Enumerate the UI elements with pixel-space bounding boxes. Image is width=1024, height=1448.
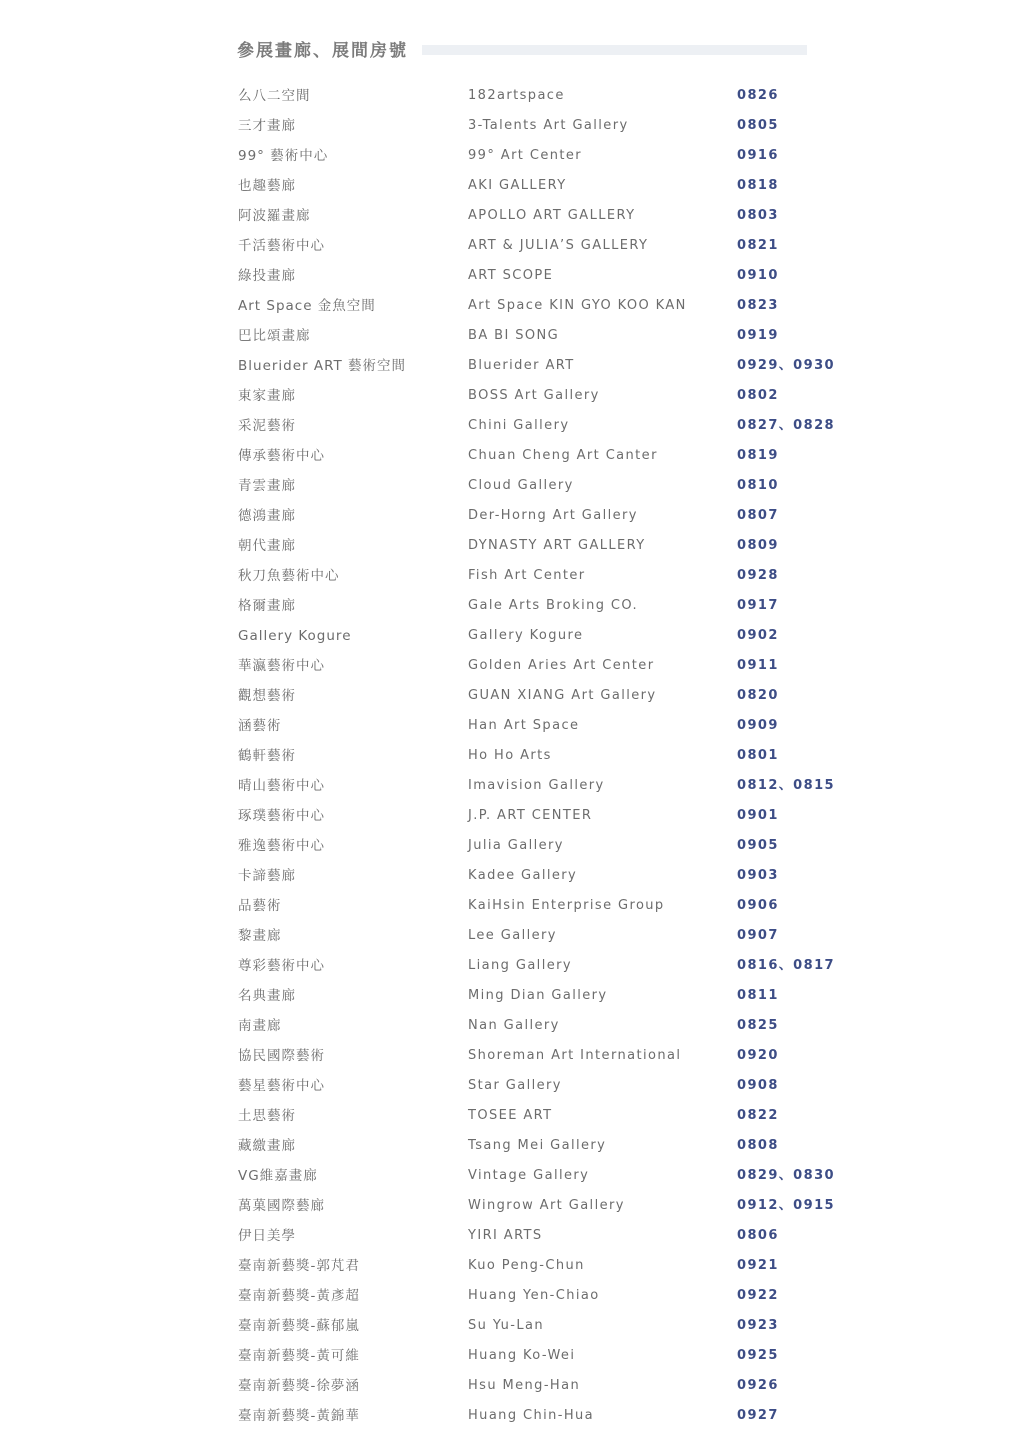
booth-number: 0917 bbox=[737, 598, 779, 613]
gallery-name-english: TOSEE ART bbox=[468, 1108, 553, 1123]
gallery-name-english: Liang Gallery bbox=[468, 958, 572, 973]
gallery-name-chinese: 臺南新藝獎-黃錦華 bbox=[238, 1408, 360, 1424]
booth-number: 0806 bbox=[737, 1228, 779, 1243]
gallery-name-english: Huang Yen-Chiao bbox=[468, 1288, 600, 1303]
gallery-row bbox=[238, 801, 858, 831]
gallery-name-chinese: 三才畫廊 bbox=[238, 118, 296, 134]
booth-number: 0923 bbox=[737, 1318, 779, 1333]
gallery-name-chinese: VG維嘉畫廊 bbox=[238, 1168, 318, 1184]
gallery-name-english: 182artspace bbox=[468, 88, 565, 103]
gallery-row bbox=[238, 1191, 858, 1221]
gallery-name-english: BOSS Art Gallery bbox=[468, 388, 600, 403]
booth-number: 0807 bbox=[737, 508, 779, 523]
booth-number: 0902 bbox=[737, 628, 779, 643]
booth-number: 0823 bbox=[737, 298, 779, 313]
booth-number: 0821 bbox=[737, 238, 779, 253]
booth-number: 0805 bbox=[737, 118, 779, 133]
gallery-row bbox=[238, 411, 858, 441]
gallery-name-english: Cloud Gallery bbox=[468, 478, 574, 493]
gallery-name-english: ART & JULIA’S GALLERY bbox=[468, 238, 649, 253]
gallery-name-chinese: 朝代畫廊 bbox=[238, 538, 296, 554]
booth-number: 0829、0830 bbox=[737, 1168, 835, 1183]
gallery-name-chinese: 雅逸藝術中心 bbox=[238, 838, 325, 854]
gallery-name-chinese: 臺南新藝獎-黃彥超 bbox=[238, 1288, 360, 1304]
booth-number: 0907 bbox=[737, 928, 779, 943]
gallery-name-english: Vintage Gallery bbox=[468, 1168, 590, 1183]
section-title: 參展畫廊、展間房號 bbox=[237, 40, 408, 61]
gallery-name-english: Shoreman Art International bbox=[468, 1048, 682, 1063]
gallery-name-english: Art Space KIN GYO KOO KAN bbox=[468, 298, 687, 313]
gallery-name-english: KaiHsin Enterprise Group bbox=[468, 898, 665, 913]
gallery-name-chinese: Bluerider ART 藝術空間 bbox=[238, 358, 407, 374]
gallery-row bbox=[238, 141, 858, 171]
gallery-name-chinese: 臺南新藝獎-黃可維 bbox=[238, 1348, 360, 1364]
gallery-name-chinese: 藏繳畫廊 bbox=[238, 1138, 296, 1154]
gallery-row bbox=[238, 1011, 858, 1041]
gallery-name-chinese: 伊日美學 bbox=[238, 1228, 296, 1244]
booth-number: 0803 bbox=[737, 208, 779, 223]
gallery-name-english: Huang Ko-Wei bbox=[468, 1348, 576, 1363]
gallery-name-chinese: 綠投畫廊 bbox=[238, 268, 296, 284]
gallery-name-english: APOLLO ART GALLERY bbox=[468, 208, 636, 223]
gallery-row bbox=[238, 1071, 858, 1101]
booth-number: 0922 bbox=[737, 1288, 779, 1303]
gallery-name-chinese: 99° 藝術中心 bbox=[238, 148, 329, 164]
gallery-row bbox=[238, 261, 858, 291]
gallery-name-english: BA BI SONG bbox=[468, 328, 560, 343]
gallery-name-english: J.P. ART CENTER bbox=[468, 808, 593, 823]
gallery-name-english: Lee Gallery bbox=[468, 928, 557, 943]
booth-number: 0908 bbox=[737, 1078, 779, 1093]
booth-number: 0801 bbox=[737, 748, 779, 763]
gallery-list bbox=[238, 81, 858, 1431]
gallery-name-chinese: 萬菓國際藝廊 bbox=[238, 1198, 325, 1214]
booth-number: 0818 bbox=[737, 178, 779, 193]
gallery-name-chinese: 尊彩藝術中心 bbox=[238, 958, 325, 974]
gallery-row bbox=[238, 171, 858, 201]
gallery-row bbox=[238, 231, 858, 261]
gallery-name-chinese: 藝星藝術中心 bbox=[238, 1078, 325, 1094]
gallery-row bbox=[238, 381, 858, 411]
gallery-row bbox=[238, 861, 858, 891]
gallery-row bbox=[238, 1251, 858, 1281]
booth-number: 0906 bbox=[737, 898, 779, 913]
gallery-row bbox=[238, 651, 858, 681]
gallery-name-english: GUAN XIANG Art Gallery bbox=[468, 688, 657, 703]
gallery-name-english: Bluerider ART bbox=[468, 358, 575, 373]
gallery-row bbox=[238, 1161, 858, 1191]
booth-number: 0822 bbox=[737, 1108, 779, 1123]
booth-number: 0905 bbox=[737, 838, 779, 853]
gallery-row bbox=[238, 591, 858, 621]
booth-number: 0921 bbox=[737, 1258, 779, 1273]
gallery-name-chinese: 千活藝術中心 bbox=[238, 238, 325, 254]
gallery-name-english: Nan Gallery bbox=[468, 1018, 560, 1033]
gallery-row bbox=[238, 201, 858, 231]
gallery-row bbox=[238, 1341, 858, 1371]
booth-number: 0810 bbox=[737, 478, 779, 493]
booth-number: 0812、0815 bbox=[737, 778, 835, 793]
booth-number: 0827、0828 bbox=[737, 418, 835, 433]
gallery-row bbox=[238, 831, 858, 861]
booth-number: 0811 bbox=[737, 988, 779, 1003]
gallery-name-english: Chini Gallery bbox=[468, 418, 570, 433]
booth-number: 0826 bbox=[737, 88, 779, 103]
section-header bbox=[237, 34, 807, 62]
gallery-name-chinese: 晴山藝術中心 bbox=[238, 778, 325, 794]
gallery-name-english: YIRI ARTS bbox=[468, 1228, 543, 1243]
gallery-row bbox=[238, 1401, 858, 1431]
gallery-name-chinese: Gallery Kogure bbox=[238, 628, 352, 644]
gallery-name-english: Wingrow Art Gallery bbox=[468, 1198, 625, 1213]
gallery-row bbox=[238, 1371, 858, 1401]
gallery-row bbox=[238, 681, 858, 711]
gallery-row bbox=[238, 741, 858, 771]
booth-number: 0820 bbox=[737, 688, 779, 703]
gallery-name-chinese: 東家畫廊 bbox=[238, 388, 296, 404]
gallery-name-english: Chuan Cheng Art Canter bbox=[468, 448, 658, 463]
gallery-name-chinese: 格爾畫廊 bbox=[238, 598, 296, 614]
gallery-name-chinese: 黎畫廊 bbox=[238, 928, 282, 944]
gallery-row bbox=[238, 471, 858, 501]
gallery-row bbox=[238, 771, 858, 801]
booth-number: 0901 bbox=[737, 808, 779, 823]
gallery-name-english: Golden Aries Art Center bbox=[468, 658, 655, 673]
booth-number: 0927 bbox=[737, 1408, 779, 1423]
booth-number: 0912、0915 bbox=[737, 1198, 835, 1213]
gallery-name-chinese: 觀想藝術 bbox=[238, 688, 296, 704]
gallery-row bbox=[238, 351, 858, 381]
gallery-row bbox=[238, 441, 858, 471]
booth-number: 0802 bbox=[737, 388, 779, 403]
gallery-name-chinese: 名典畫廊 bbox=[238, 988, 296, 1004]
gallery-name-chinese: 德鴻畫廊 bbox=[238, 508, 296, 524]
gallery-name-chinese: 卡諦藝廊 bbox=[238, 868, 296, 884]
booth-number: 0911 bbox=[737, 658, 779, 673]
gallery-name-english: ART SCOPE bbox=[468, 268, 554, 283]
gallery-name-chinese: 土思藝術 bbox=[238, 1108, 296, 1124]
gallery-row bbox=[238, 1311, 858, 1341]
gallery-row bbox=[238, 1041, 858, 1071]
gallery-row bbox=[238, 1131, 858, 1161]
gallery-name-english: Kuo Peng-Chun bbox=[468, 1258, 585, 1273]
booth-number: 0808 bbox=[737, 1138, 779, 1153]
gallery-name-chinese: 阿波羅畫廊 bbox=[238, 208, 311, 224]
gallery-name-chinese: 采泥藝術 bbox=[238, 418, 296, 434]
booth-number: 0816、0817 bbox=[737, 958, 835, 973]
gallery-row bbox=[238, 951, 858, 981]
booth-number: 0919 bbox=[737, 328, 779, 343]
gallery-row bbox=[238, 711, 858, 741]
gallery-row bbox=[238, 81, 858, 111]
gallery-row bbox=[238, 111, 858, 141]
gallery-row bbox=[238, 321, 858, 351]
gallery-name-english: Gale Arts Broking CO. bbox=[468, 598, 639, 613]
gallery-name-english: Gallery Kogure bbox=[468, 628, 584, 643]
gallery-row bbox=[238, 891, 858, 921]
gallery-name-chinese: 么八二空間 bbox=[238, 88, 311, 104]
gallery-name-chinese: 琢璞藝術中心 bbox=[238, 808, 325, 824]
gallery-row bbox=[238, 501, 858, 531]
booth-number: 0909 bbox=[737, 718, 779, 733]
gallery-name-english: Tsang Mei Gallery bbox=[468, 1138, 607, 1153]
gallery-row bbox=[238, 1281, 858, 1311]
gallery-name-chinese: 秋刀魚藝術中心 bbox=[238, 568, 340, 584]
gallery-row bbox=[238, 1221, 858, 1251]
gallery-name-english: Huang Chin-Hua bbox=[468, 1408, 595, 1423]
gallery-name-english: 99° Art Center bbox=[468, 148, 582, 163]
gallery-name-english: Su Yu-Lan bbox=[468, 1318, 545, 1333]
booth-number: 0916 bbox=[737, 148, 779, 163]
gallery-name-chinese: 華瀛藝術中心 bbox=[238, 658, 325, 674]
gallery-name-chinese: 臺南新藝獎-蘇郁嵐 bbox=[238, 1318, 360, 1334]
gallery-name-chinese: 涵藝術 bbox=[238, 718, 282, 734]
booth-number: 0926 bbox=[737, 1378, 779, 1393]
gallery-name-chinese: 臺南新藝獎-徐夢涵 bbox=[238, 1378, 360, 1394]
gallery-name-chinese: 品藝術 bbox=[238, 898, 282, 914]
booth-number: 0929、0930 bbox=[737, 358, 835, 373]
gallery-name-english: Fish Art Center bbox=[468, 568, 586, 583]
gallery-name-chinese: 青雲畫廊 bbox=[238, 478, 296, 494]
gallery-name-chinese: 臺南新藝獎-郭芃君 bbox=[238, 1258, 360, 1274]
booth-number: 0920 bbox=[737, 1048, 779, 1063]
gallery-row bbox=[238, 531, 858, 561]
gallery-name-chinese: 協民國際藝術 bbox=[238, 1048, 325, 1064]
booth-number: 0910 bbox=[737, 268, 779, 283]
booth-number: 0928 bbox=[737, 568, 779, 583]
gallery-row bbox=[238, 981, 858, 1011]
gallery-name-chinese: 巴比頌畫廊 bbox=[238, 328, 311, 344]
gallery-name-chinese: 鶴軒藝術 bbox=[238, 748, 296, 764]
gallery-name-english: Imavision Gallery bbox=[468, 778, 605, 793]
gallery-name-english: DYNASTY ART GALLERY bbox=[468, 538, 646, 553]
gallery-name-english: Han Art Space bbox=[468, 718, 580, 733]
booth-number: 0809 bbox=[737, 538, 779, 553]
gallery-name-english: AKI GALLERY bbox=[468, 178, 567, 193]
booth-number: 0825 bbox=[737, 1018, 779, 1033]
gallery-name-chinese: 南畫廊 bbox=[238, 1018, 282, 1034]
header-divider-bar bbox=[422, 45, 807, 55]
gallery-name-english: 3-Talents Art Gallery bbox=[468, 118, 629, 133]
gallery-row bbox=[238, 921, 858, 951]
gallery-row bbox=[238, 561, 858, 591]
gallery-name-english: Julia Gallery bbox=[468, 838, 564, 853]
gallery-name-chinese: Art Space 金魚空間 bbox=[238, 298, 376, 314]
gallery-row bbox=[238, 291, 858, 321]
gallery-name-chinese: 也趣藝廊 bbox=[238, 178, 296, 194]
booth-number: 0819 bbox=[737, 448, 779, 463]
gallery-name-english: Kadee Gallery bbox=[468, 868, 578, 883]
gallery-name-english: Ming Dian Gallery bbox=[468, 988, 608, 1003]
gallery-name-english: Ho Ho Arts bbox=[468, 748, 552, 763]
gallery-name-english: Der-Horng Art Gallery bbox=[468, 508, 638, 523]
gallery-row bbox=[238, 621, 858, 651]
gallery-row bbox=[238, 1101, 858, 1131]
booth-number: 0925 bbox=[737, 1348, 779, 1363]
gallery-name-chinese: 傳承藝術中心 bbox=[238, 448, 325, 464]
gallery-name-english: Hsu Meng-Han bbox=[468, 1378, 581, 1393]
gallery-name-english: Star Gallery bbox=[468, 1078, 562, 1093]
booth-number: 0903 bbox=[737, 868, 779, 883]
